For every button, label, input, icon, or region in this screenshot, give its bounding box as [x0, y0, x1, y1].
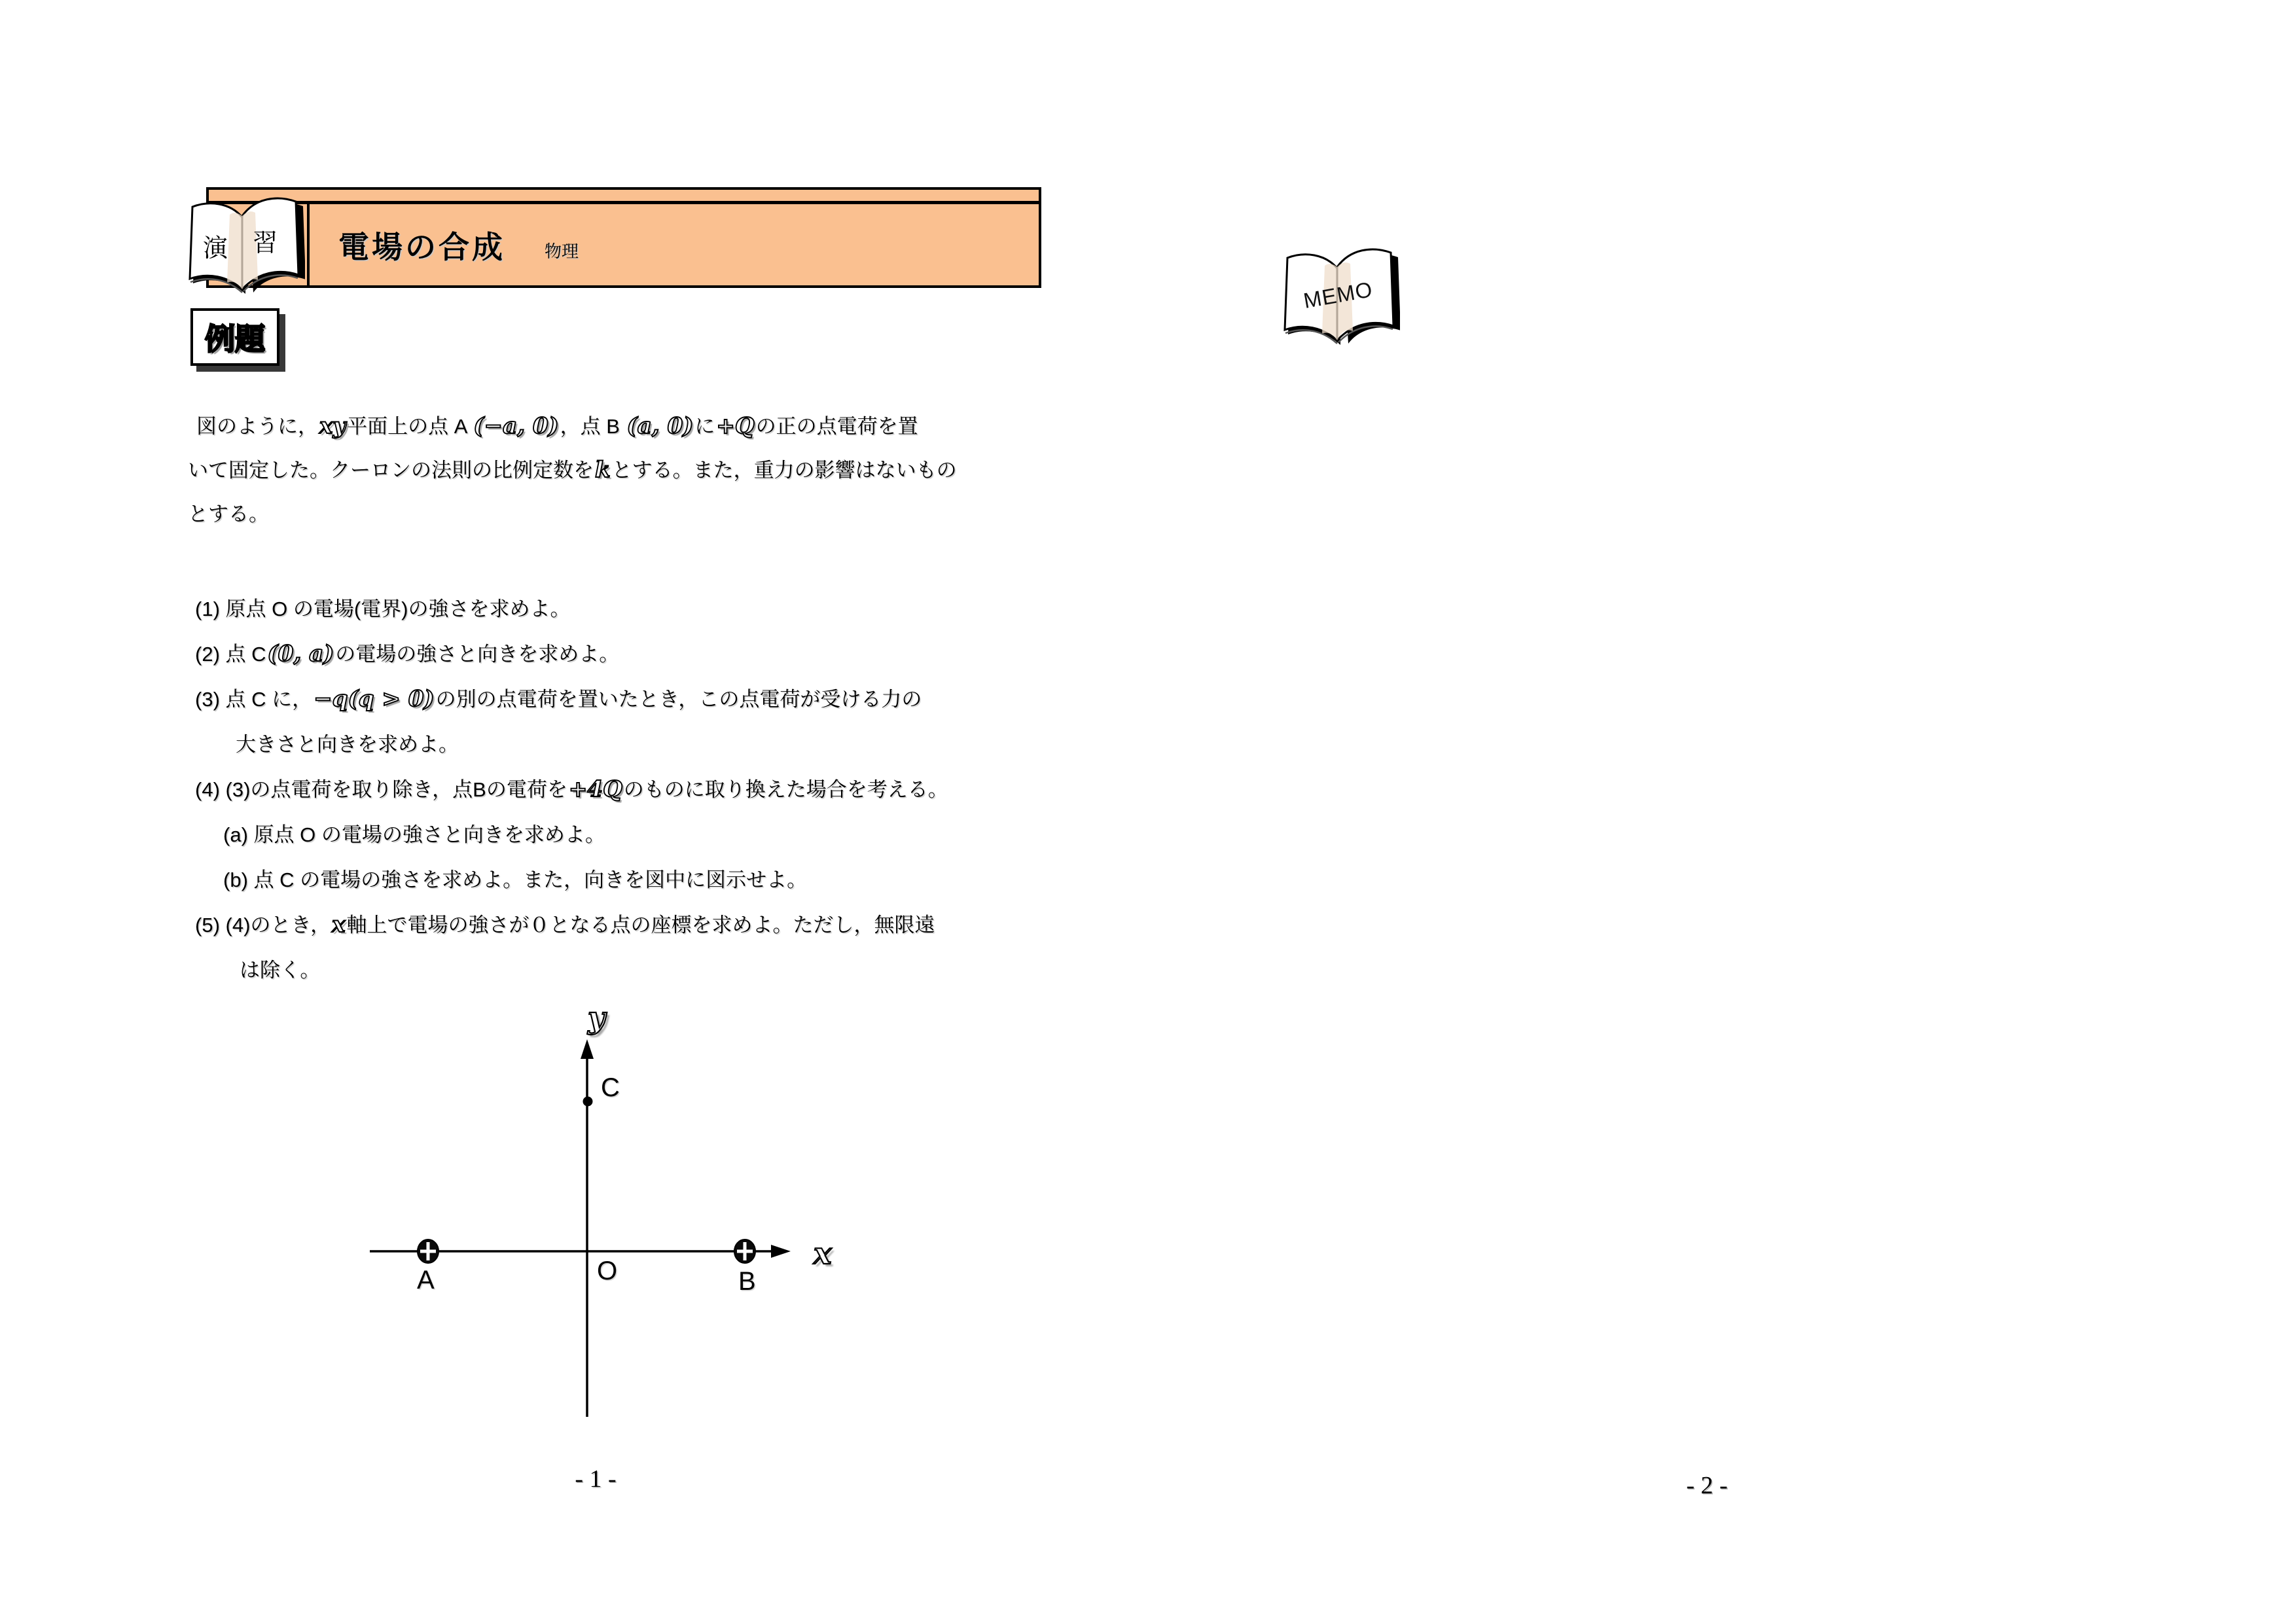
memo-label: MEMO: [1301, 277, 1375, 313]
text-line: (a) 原点 O の電場の強さと向きを求めよ。: [223, 823, 605, 846]
x-axis-label: x: [814, 1236, 832, 1271]
text-line: 図のように，xy平面上の点 A (−a, 0)，点 B (a, 0)に+Qの正の点電荷を置: [196, 413, 918, 439]
text-line: 大きさと向きを求めよ。: [236, 733, 459, 756]
banner-title-cell: [310, 204, 1039, 285]
badge-char-left: 演: [203, 235, 228, 262]
text-line: (1) 原点 O の電場(電界)の強さを求めよ。: [195, 597, 571, 620]
point-c-dot: [583, 1097, 593, 1107]
exercise-book-icon: [185, 192, 305, 300]
point-b-label: B: [738, 1267, 756, 1296]
y-axis-label: y: [588, 1000, 605, 1035]
page-number-right: - 2 -: [1686, 1472, 1728, 1499]
example-label: 例題: [205, 322, 265, 356]
lesson-banner: [206, 187, 1041, 288]
text-line: (5) (4)のとき，x軸上で電場の強さが０となる点の座標を求めよ。ただし，無限遠: [195, 912, 935, 938]
text-line: (4) (3)の点電荷を取り除き，点Bの電荷を+4Qのものに取り換えた場合を考える。: [195, 776, 948, 802]
text-line: いて固定した。クーロンの法則の比例定数をkとする。また，重力の影響はないもの: [188, 457, 957, 483]
point-a-label: A: [417, 1266, 435, 1294]
origin-label: O: [597, 1257, 618, 1285]
banner-top-strip: [209, 190, 1039, 204]
memo-book-icon: [1280, 243, 1400, 351]
text-line: とする。: [188, 503, 269, 526]
text-line: は除く。: [240, 959, 321, 982]
coordinate-diagram: [360, 995, 884, 1453]
subject-label: 物理: [545, 241, 579, 261]
badge-char-right: 習: [253, 230, 278, 257]
question-list: [195, 586, 1072, 993]
problem-statement: [188, 404, 1065, 536]
example-label-box: [190, 308, 279, 366]
banner-main-row: [209, 204, 1039, 285]
text-line: (2) 点 C(0, a)の電場の強さと向きを求めよ。: [195, 641, 620, 667]
x-axis-arrowhead: [771, 1245, 791, 1258]
charge-a-plus: [418, 1240, 439, 1263]
point-c-label: C: [601, 1073, 620, 1102]
page-title: 電場の合成: [338, 229, 505, 264]
y-axis-arrowhead: [581, 1039, 594, 1059]
page-number-left: - 1 -: [575, 1465, 617, 1493]
charge-b-plus: [734, 1240, 755, 1263]
text-line: (3) 点 C に，−q(q > 0)の別の点電荷を置いたとき，この点電荷が受ける力の: [195, 686, 922, 712]
text-line: (b) 点 C の電場の強さを求めよ。また，向きを図中に図示せよ。: [223, 868, 808, 891]
